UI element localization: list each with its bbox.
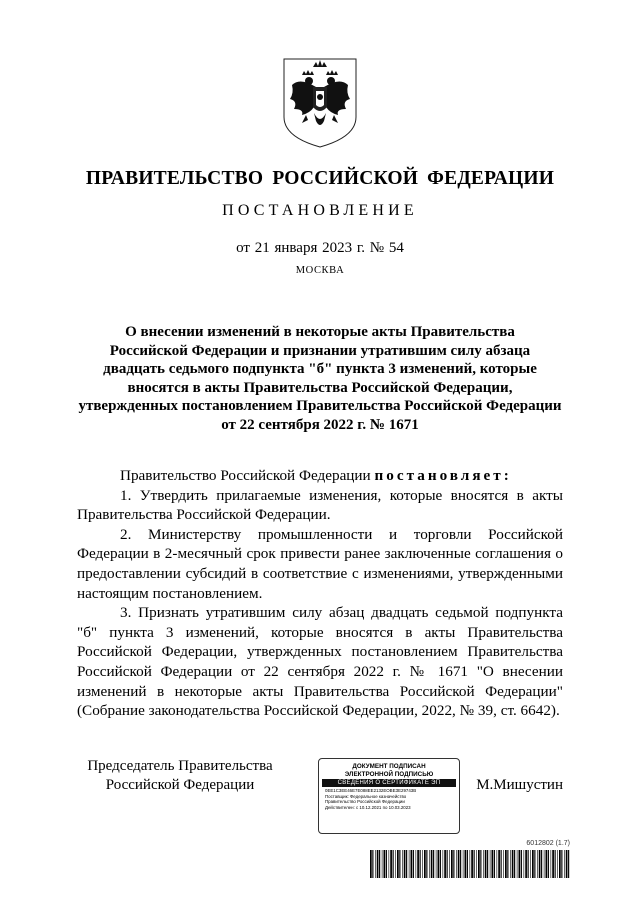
double-headed-eagle-icon: [280, 55, 360, 150]
position-line: Председатель Правительства: [87, 758, 273, 774]
body-item-2: 2. Министерству промышленности и торговли Российской Федерации в 2-месячный срок привести ранее заключенные соглашения о предоставлении субсидий в соответствие с изменениями, утвержденными настоящим постановлением.: [77, 525, 563, 602]
government-title: ПРАВИТЕЛЬСТВО РОССИЙСКОЙ ФЕДЕРАЦИИ: [85, 168, 555, 189]
subject-line: вносятся в акты Правительства Российской Федерации,: [127, 379, 513, 396]
subject-line: Российской Федерации и признании утратившим силу абзаца: [109, 342, 531, 359]
stamp-cert-id: 0ЕЕ1С3ЕЕ46Е7Е088ЕЕ2132ЕОВЕЗЕ29743В: [325, 788, 417, 793]
decree-word: постановляет:: [374, 467, 512, 484]
subject-line: О внесении изменений в некоторые акты Правительства: [125, 324, 515, 340]
body-item-3: 3. Признать утратившим силу абзац двадцать седьмой подпункта "б" пункта 3 изменений, которые вносятся в акты Правительства Российской Федерации, утвержденных постановлением Правительства Российской Федерации от 22 сентября 2022 г. № 1671 "О внесении изменений в некоторые акты Правительства Российской Федерации" (Собрание законодательства Российской Федерации, 2022, № 39, ст. 6642).: [77, 604, 563, 720]
subject-line: утвержденных постановлением Правительства Российской Федерации: [78, 398, 562, 415]
signatory-name: М.Мишустин: [476, 777, 563, 793]
barcode-number: 6012802 (1.7): [526, 840, 570, 847]
document-body: [77, 466, 563, 721]
stamp-line: ДОКУМЕНТ ПОДПИСАН: [352, 763, 426, 770]
document-subject: [0, 323, 640, 435]
subject-line: от 22 сентября 2022 г. № 1671: [221, 416, 419, 433]
position-line: Российской Федерации: [105, 777, 255, 793]
document-city: МОСКВА: [295, 265, 345, 276]
stamp-line: ЭЛЕКТРОННОЙ ПОДПИСЬЮ: [344, 770, 434, 778]
preamble-text: Правительство Российской Федерации: [120, 467, 375, 484]
preamble-paragraph: [77, 466, 563, 486]
body-item-1: 1. Утвердить прилагаемые изменения, которые вносятся в акты Правительства Российской Федерации.: [77, 486, 563, 524]
barcode-icon: [370, 850, 570, 878]
document-date-number: от 21 января 2023 г. № 54: [236, 240, 404, 256]
document-type: ПОСТАНОВЛЕНИЕ: [222, 202, 418, 219]
stamp-owner: Правительство Российской Федерации: [325, 799, 405, 805]
stamp-issuer: Поставщик: Федеральное казначейство: [325, 793, 407, 799]
signatory-position: [80, 757, 280, 795]
subject-line: двадцать седьмого подпункта "б" пункта 3 изменений, которые: [103, 361, 537, 378]
stamp-validity: Действителен: с 10.12.2021 по 10.03.2023: [325, 804, 411, 810]
e-signature-stamp: [318, 758, 460, 834]
stamp-heading: [319, 763, 459, 778]
stamp-band: СВЕДЕНИЯ О СЕРТИФИКАТЕ ЭП: [322, 779, 456, 787]
